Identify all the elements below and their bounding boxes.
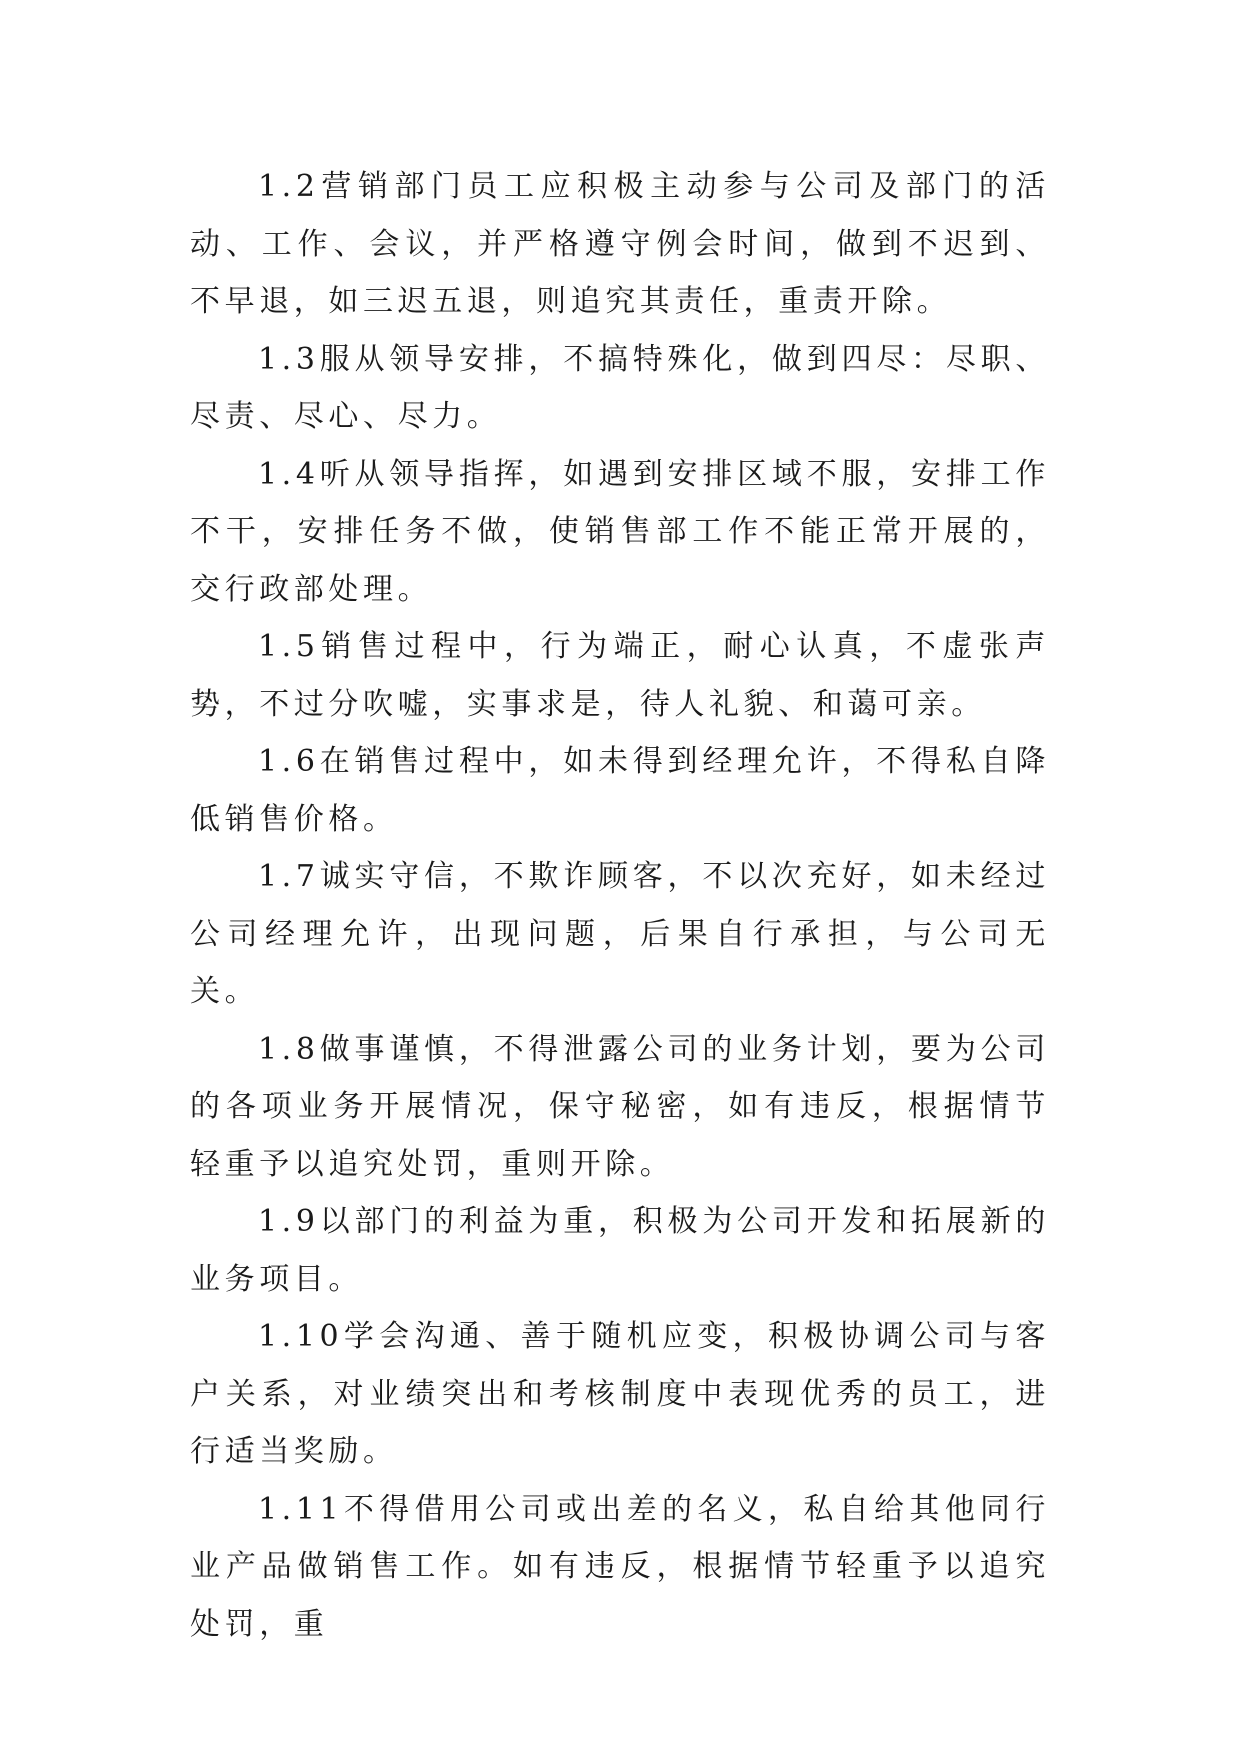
paragraph-1-5: 1.5销售过程中，行为端正，耐心认真，不虚张声势，不过分吹嘘，实事求是，待人礼貌、和蔼可亲。 bbox=[190, 629, 1050, 722]
paragraph-1-7: 1.7诚实守信，不欺诈顾客，不以次充好，如未经过公司经理允许，出现问题，后果自行承担，与公司无关。 bbox=[190, 859, 1050, 1009]
paragraph-1-6: 1.6在销售过程中，如未得到经理允许，不得私自降低销售价格。 bbox=[190, 744, 1050, 837]
paragraph-1-4: 1.4听从领导指挥，如遇到安排区域不服，安排工作不干，安排任务不做，使销售部工作不能正常开展的，交行政部处理。 bbox=[190, 456, 1050, 607]
paragraph-1-2: 1.2营销部门员工应积极主动参与公司及部门的活动、工作、会议，并严格遵守例会时间，做到不迟到、不早退，如三迟五退，则追究其责任，重责开除。 bbox=[190, 169, 1050, 319]
paragraph-1-9: 1.9以部门的利益为重，积极为公司开发和拓展新的业务项目。 bbox=[190, 1204, 1050, 1297]
paragraph-1-10: 1.10学会沟通、善于随机应变，积极协调公司与客户关系，对业绩突出和考核制度中表现优秀的员工，进行适当奖励。 bbox=[190, 1319, 1050, 1469]
paragraph-1-11: 1.11不得借用公司或出差的名义，私自给其他同行业产品做销售工作。如有违反，根据情节轻重予以追究处罚，重 bbox=[190, 1491, 1050, 1642]
document-body bbox=[190, 158, 1050, 1653]
paragraph-1-3: 1.3服从领导安排，不搞特殊化，做到四尽：尽职、尽责、尽心、尽力。 bbox=[190, 341, 1050, 434]
paragraph-1-8: 1.8做事谨慎，不得泄露公司的业务计划，要为公司的各项业务开展情况，保守秘密，如有违反，根据情节轻重予以追究处罚，重则开除。 bbox=[190, 1031, 1050, 1182]
